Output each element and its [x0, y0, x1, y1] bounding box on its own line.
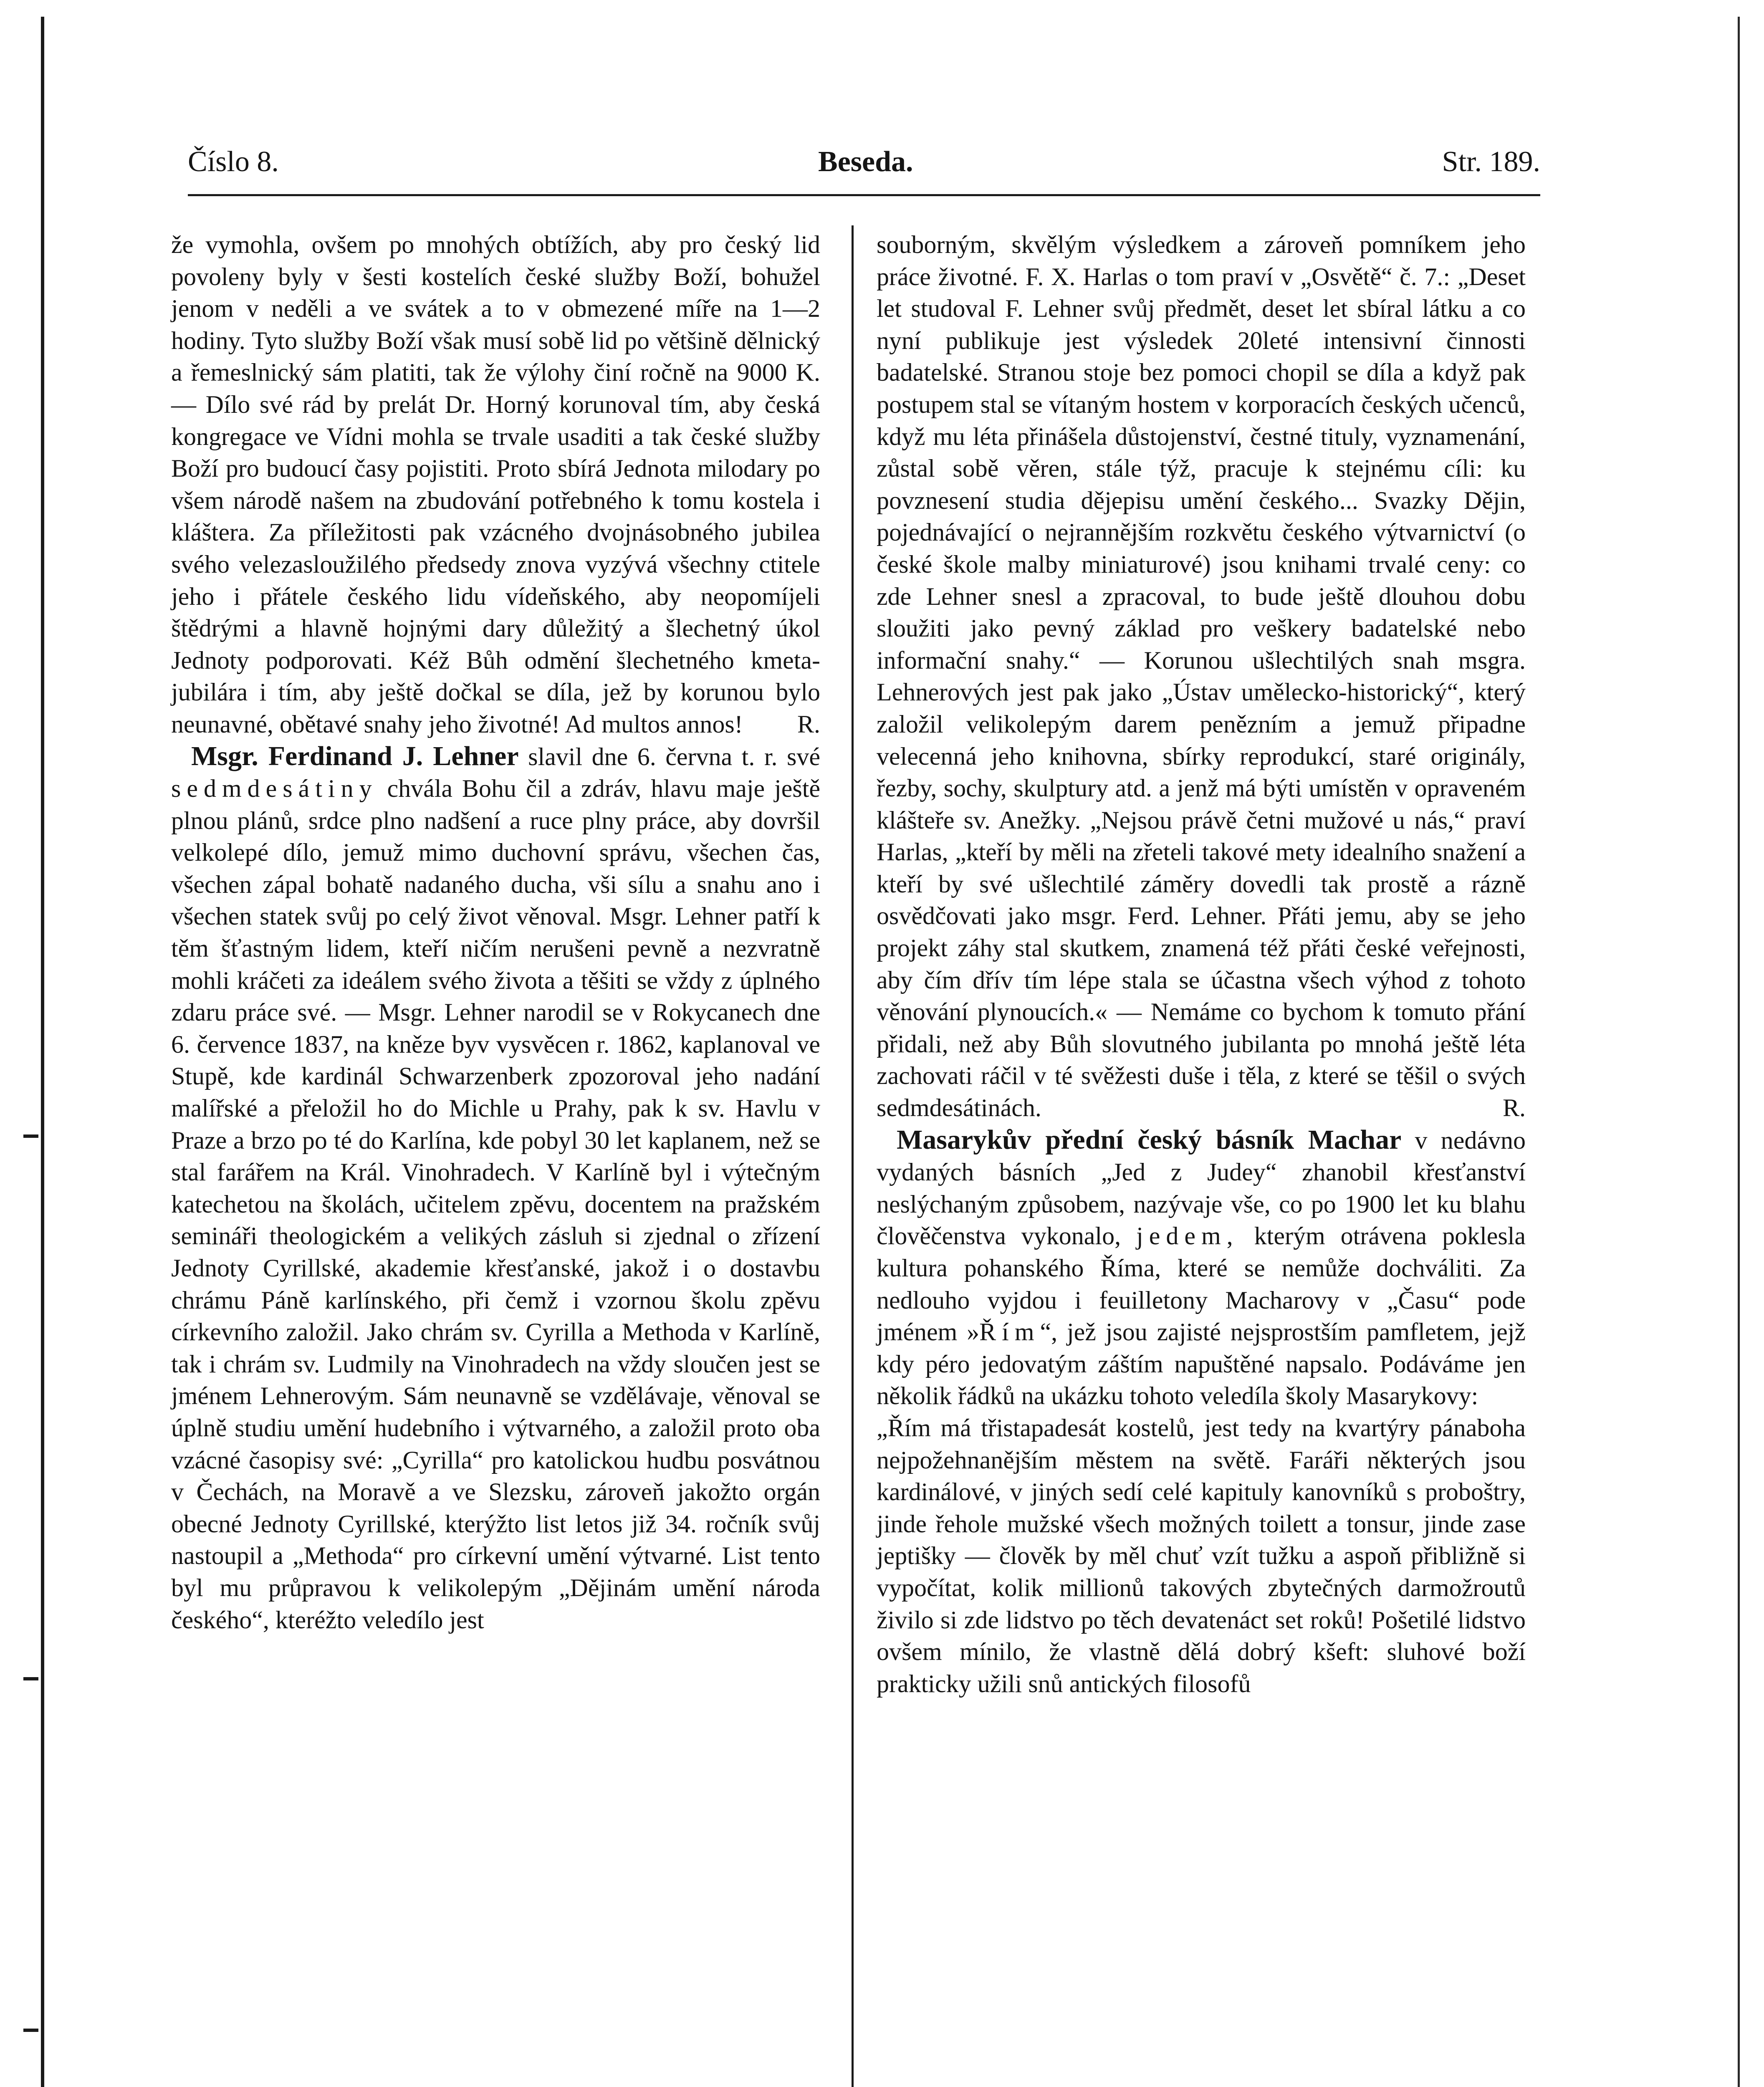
signature: R. [797, 710, 820, 738]
margin-mark [23, 2029, 38, 2032]
paragraph-text: kterým otrávena poklesla kultura pohanského Říma, které se nemůže dochváliti. Za nedlouho vyjdou i feuilletony Macharovy v „Času“ pode jménem » [877, 1222, 1526, 1346]
issue-number: Číslo 8. [188, 146, 279, 178]
paragraph [171, 740, 820, 1636]
paragraph [171, 229, 820, 740]
paragraph-text: souborným, skvělým výsledkem a zároveň pomníkem jeho práce životné. F. X. Harlas o tom praví v „Osvětě“ č. 7.: „Deset let studoval F. Lehner svůj předmět, deset let sbíral látku a co nyní publikuje jest výsledek 20leté intensivní činnosti badatelské. Stranou stoje bez pomoci chopil se díla a když pak postupem stal se vítaným hostem v korporacích českých učenců, když mu léta přinášela důstojenství, čestné tituly, vyznamenání, zůstal sobě věren, stále týž, pracuje k stejnému cíli: ku povznesení studia dějepisu umění českého... Svazky Dějin, pojednávající o nejrannějším rozkvětu českého výtvarnictví (o české škole malby miniaturové) jsou knihami trvalé ceny: co zde Lehner snesl a zpracoval, to bude ještě dlouhou dobu sloužiti jako pevný základ pro veškery badatelské nebo informační snahy.“ — Korunou ušlechtilých snah msgra. Lehnerových jest pak jako „Ústav umělecko-historický“, který založil velikolepým darem penězním a jemuž připadne velecenná jeho knihovna, sbírky reprodukcí, staré originály, řezby, sochy, skulptury atd. a jenž má býti umístěn v opraveném klášteře sv. Anežky. „Nejsou právě četni mužové u nás,“ praví Harlas, „kteří by měli na zřeteli takové mety idealního snažení a kteří by své ušlechtilé záměry dovedli tak prostě a rázně osvědčovati jako msgr. Ferd. Lehner. Přáti jemu, aby se jeho projekt záhy stal skutkem, znamená též přáti české veřejnosti, aby čím dřív tím lépe stala se účastna všech výhod z tohoto věnování plynoucích.« — Nemáme co bychom k tomuto přání přidali, než aby Bůh slovutného jubilanta po mnohá ještě léta zachovati ráčil v té svěžesti duše i těla, z které se těšil o svých sedmdesátinách. [877, 231, 1526, 1122]
spaced-word: Řím [979, 1318, 1040, 1346]
margin-mark [23, 1134, 38, 1138]
paragraph-text: “, jež jsou zajisté nejsprostším pamfletem, jejž kdy péro jedovatým záštím napuštěné napsalo. Podáváme jen několik řádků na ukázku tohoto veledíla školy Masarykovy: [877, 1318, 1526, 1410]
column-divider [852, 225, 854, 2087]
paragraph [877, 229, 1526, 1124]
left-column [171, 229, 820, 1636]
paragraph-text: že vymohla, ovšem po mnohých obtížích, aby pro český lid povoleny byly v šesti kostelích české služby Boží, bohužel jenom v neděli a ve svátek a to v obmezené míře na 1—2 hodiny. Tyto služby Boží však musí sobě lid po většině dělnický a řemeslnický sám platiti, tak že výlohy činí ročně na 9000 K. — Dílo své rád by prelát Dr. Horný korunoval tím, aby česká kongregace ve Vídni mohla se trvale usaditi a tak české služby Boží pro budoucí časy pojistiti. Proto sbírá Jednota milodary po všem národě našem na zbudování potřebného k tomu kostela i kláštera. Za příležitosti pak vzácného dvojnásobného jubilea svého velezasloužilého předsedy znova vyzývá všechny ctitele jeho i přátele českého lidu vídeňského, aby neopomíjeli štědrými a hlavně hojnými dary důležitý a šlechetný úkol Jednoty podporovati. Kéž Bůh odmění šlechetného kmeta-jubilára i tím, aby ještě dočkal se díla, jež by korunou bylo neunavné, obětavé snahy jeho životné! Ad multos annos! [171, 231, 820, 738]
section-heading: Masarykův přední český básník Machar [897, 1124, 1402, 1155]
signature: R. [1502, 1094, 1526, 1122]
header-rule [188, 194, 1540, 196]
paragraph-text: slavil dne 6. června t. r. své [528, 743, 821, 771]
margin-mark [23, 1677, 38, 1680]
paragraph-text: v nedávno vydaných básních „Jed z Judey“ zhanobil křesťanství neslýchaným způsobem, nazývaje vše, co po 1900 let ku blahu člověčenstva vykonalo, [877, 1126, 1526, 1250]
paragraph [877, 1124, 1526, 1412]
section-heading: Msgr. Ferdinand J. Lehner [191, 740, 519, 771]
journal-title: Beseda. [818, 146, 913, 178]
quoted-passage: „Řím má třistapadesát kostelů, jest tedy na kvartýry pánaboha nejpožehnanějším městem na světě. Faráři některých jsou kardinálové, v jiných sedí celé kapituly kanovníků s proboštry, jinde řehole mužské všech možných toilett a tonsur, jinde zase jeptišky — člověk by měl chuť vzít tužku a aspoň přibližně si vypočítat, kolik millionů takových zbytečných darmožroutů živilo si zde lidstvo po těch devatenáct set roků! Pošetilé lidstvo ovšem mínilo, že vlastně dělá dobrý kšeft: sluhové boží prakticky užili snů antických filosofů [877, 1414, 1526, 1698]
spaced-word: sedmdesátiny [171, 775, 378, 803]
paragraph-text: chvála Bohu čil a zdráv, hlavu maje ještě plnou plánů, srdce plno nadšení a ruce plny práce, aby dovršil velkolepé dílo, jemuž mimo duchovní správu, všechen čas, všechen zápal bohatě nadaného ducha, vši sílu a snahu ano i všechen statek svůj po celý život věnoval. Msgr. Lehner patří k těm šťastným lidem, kteří ničím nerušeni pevně a nezvratně mohli kráčeti za ideálem svého života a těšiti se vždy z úplného zdaru práce své. — Msgr. Lehner narodil se v Rokycanech dne 6. července 1837, na kněze byv vysvěcen r. 1862, kaplanoval ve Stupě, kde kardinál Schwarzenberk zpozoroval jeho nadání malířské a přeložil ho do Michle u Prahy, pak k sv. Havlu v Praze a brzo po té do Karlína, kde pobyl 30 let kaplanem, než se stal farářem na Král. Vinohradech. V Karlíně byl i výtečným katechetou na školách, učitelem zpěvu, docentem na pražském semináři theologickém a velikých zásluh si zjednal o zřízení Jednoty Cyrillské, akademie křesťanské, jakož i o dostavbu chrámu Páně karlínského, při čemž i vzornou školu zpěvu církevního založil. Jako chrám sv. Cyrilla a Methoda v Karlíně, tak i chrám sv. Ludmily na Vinohradech na vždy sloučen jest se jménem Lehnerovým. Sám neunavně se vzdělávaje, věnoval se úplně studiu umění hudebního i výtvarného, a založil proto oba vzácné časopisy své: „Cyrilla“ pro katolickou hudbu posvátnou v Čechách, na Moravě a ve Slezsku, zároveň jakožto orgán obecné Jednoty Cyrillské, kterýžto list letos již 34. ročník svůj nastoupil a „Methoda“ pro církevní umění výtvarné. List tento byl mu průpravou k velikolepým „Dějinám umění národa českého“, kteréžto veledílo jest [171, 775, 820, 1634]
running-header [188, 145, 1540, 191]
spaced-word: jedem, [1136, 1222, 1239, 1250]
page-number: Str. 189. [1442, 146, 1540, 178]
right-column [877, 229, 1526, 1700]
paragraph [877, 1412, 1526, 1700]
